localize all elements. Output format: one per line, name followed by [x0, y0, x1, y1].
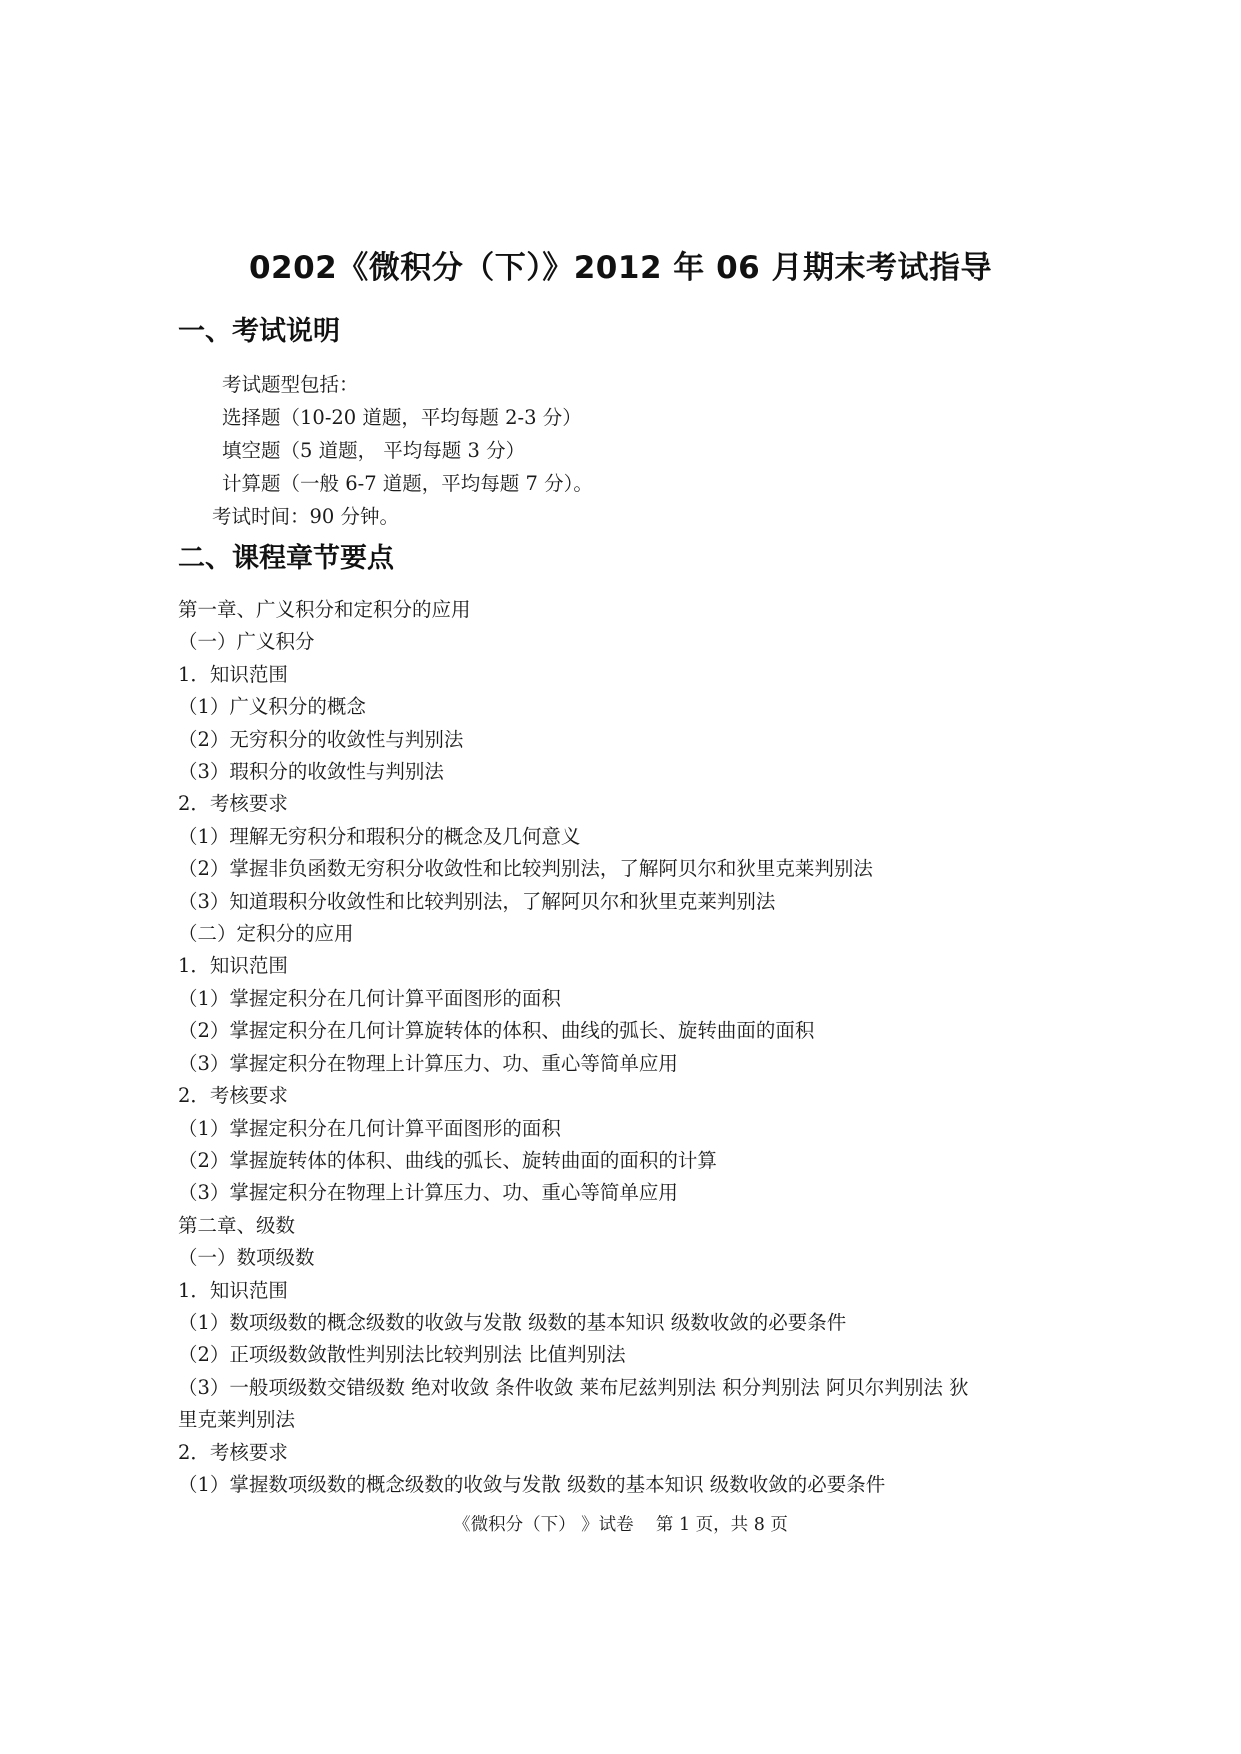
- item-heading: 2．考核要求: [178, 1440, 288, 1464]
- list-item: （3）掌握定积分在物理上计算压力、功、重心等简单应用: [178, 1051, 678, 1075]
- subsection-heading: （二）定积分的应用: [178, 922, 354, 946]
- list-item: （2）掌握定积分在几何计算旋转体的体积、曲线的弧长、旋转曲面的面积: [178, 1019, 815, 1043]
- chapter-heading: 第二章、级数: [178, 1213, 296, 1237]
- item-heading: 1．知识范围: [178, 1278, 288, 1302]
- list-item: （2）掌握旋转体的体积、曲线的弧长、旋转曲面的面积的计算: [178, 1148, 717, 1172]
- list-item: （3）掌握定积分在物理上计算压力、功、重心等简单应用: [178, 1181, 678, 1205]
- chapter-heading: 第一章、广义积分和定积分的应用: [178, 598, 471, 621]
- item-heading: 1．知识范围: [178, 662, 288, 686]
- exam-notes-line: 考试题型包括：: [222, 373, 359, 396]
- chapter-points-block: [178, 594, 1078, 1501]
- exam-time-line: 考试时间：90 分钟。: [212, 505, 400, 528]
- exam-notes-line: 填空题（5 道题， 平均每题 3 分）: [222, 439, 526, 462]
- list-item: （1）数项级数的概念级数的收敛与发散 级数的基本知识 级数收敛的必要条件: [178, 1310, 847, 1334]
- list-item-continuation: 里克莱判别法: [178, 1408, 296, 1432]
- list-item: （3）一般项级数交错级数 绝对收敛 条件收敛 莱布尼兹判别法 积分判别法 阿贝尔判别法 狄: [178, 1375, 969, 1399]
- exam-notes-line: 选择题（10-20 道题，平均每题 2-3 分）: [222, 406, 582, 429]
- list-item: （1）掌握定积分在几何计算平面图形的面积: [178, 1116, 561, 1140]
- page-footer: 《微积分（下） 》试卷 第 1 页，共 8 页: [453, 1515, 788, 1535]
- subsection-heading: （一）数项级数: [178, 1246, 315, 1270]
- list-item: （3）瑕积分的收敛性与判别法: [178, 760, 444, 784]
- list-item: （2）正项级数敛散性判别法比较判别法 比值判别法: [178, 1343, 626, 1367]
- list-item: （1）广义积分的概念: [178, 695, 366, 719]
- list-item: （1）掌握数项级数的概念级数的收敛与发散 级数的基本知识 级数收敛的必要条件: [178, 1472, 886, 1496]
- subsection-heading: （一）广义积分: [178, 630, 315, 654]
- exam-notes-block: [212, 368, 1122, 533]
- page-title: 0202《微积分（下）》2012 年 06 月期末考试指导: [248, 250, 993, 286]
- item-heading: 2．考核要求: [178, 1084, 288, 1108]
- item-heading: 1．知识范围: [178, 954, 288, 978]
- list-item: （1）理解无穷积分和瑕积分的概念及几何意义: [178, 824, 581, 848]
- exam-notes-line: 计算题（一般 6-7 道题，平均每题 7 分）。: [222, 472, 593, 495]
- section-heading-chapter-points: 二、课程章节要点: [178, 543, 394, 574]
- list-item: （2）无穷积分的收敛性与判别法: [178, 727, 464, 751]
- item-heading: 2．考核要求: [178, 792, 288, 816]
- list-item: （3）知道瑕积分收敛性和比较判别法，了解阿贝尔和狄里克莱判别法: [178, 889, 776, 913]
- list-item: （2）掌握非负函数无穷积分收敛性和比较判别法，了解阿贝尔和狄里克莱判别法: [178, 857, 873, 881]
- list-item: （1）掌握定积分在几何计算平面图形的面积: [178, 986, 561, 1010]
- section-heading-exam-notes: 一、考试说明: [178, 316, 340, 347]
